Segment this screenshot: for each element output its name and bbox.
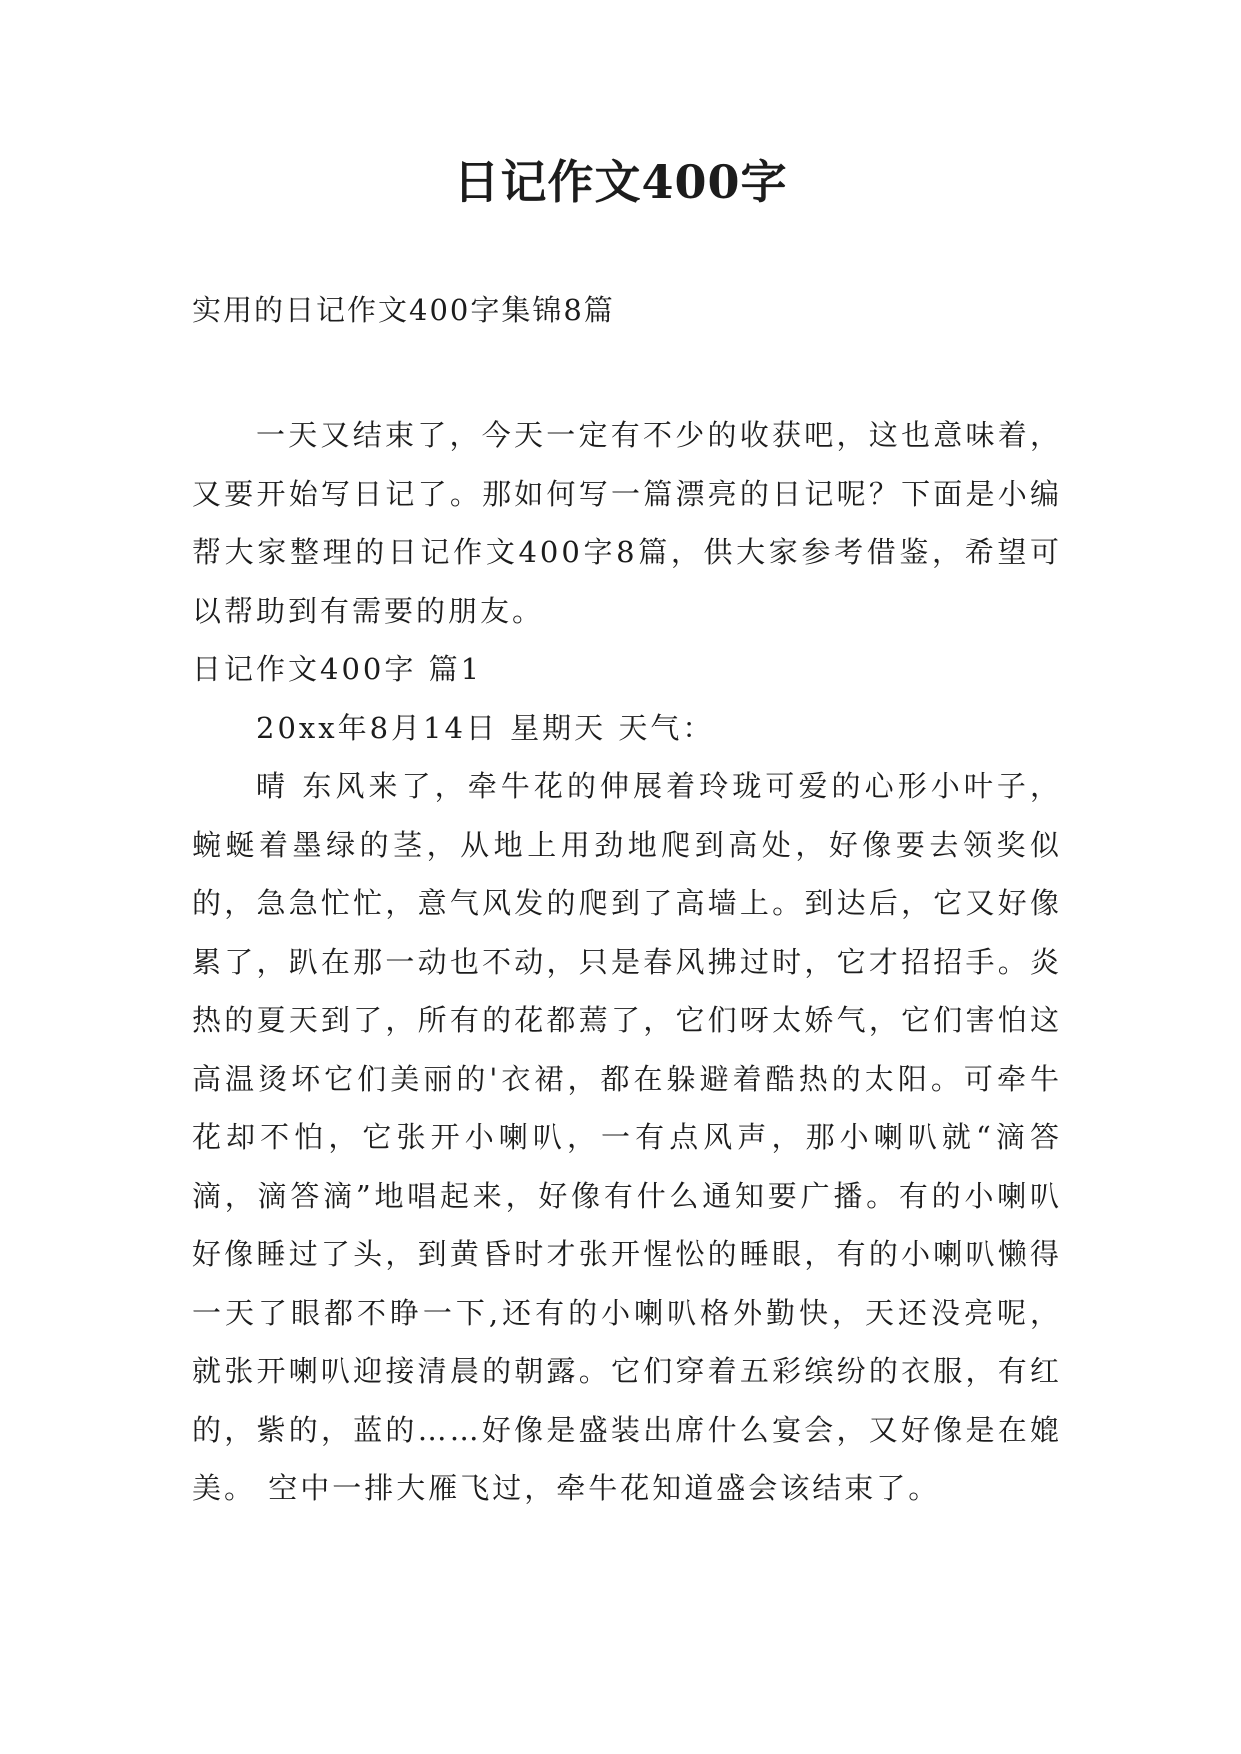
- diary-body-paragraph: 晴 东风来了，牵牛花的伸展着玲珑可爱的心形小叶子，蜿蜒着墨绿的茎，从地上用劲地爬到高处，好像要去领奖似的，急急忙忙，意气风发的爬到了高墙上。到达后，它又好像累了，趴在那一动也不动，只是春风拂过时，它才招招手。炎热的夏天到了，所有的花都蔫了，它们呀太娇气，它们害怕这高温烫坏它们美丽的'衣裙，都在躲避着酷热的太阳。可牵牛花却不怕，它张开小喇叭，一有点风声，那小喇叭就“滴答滴，滴答滴”地唱起来，好像有什么通知要广播。有的小喇叭好像睡过了头，到黄昏时才张开惺忪的睡眼，有的小喇叭懒得一天了眼都不睁一下,还有的小喇叭格外勤快，天还没亮呢，就张开喇叭迎接清晨的朝露。它们穿着五彩缤纷的衣服，有红的，紫的，蓝的……好像是盛装出席什么宴会，又好像是在媲美。 空中一排大雁飞过，牵牛花知道盛会该结束了。: [192, 769, 1062, 1505]
- section-heading: 日记作文400字 篇1: [192, 652, 483, 686]
- document-title: 日记作文400字: [453, 155, 788, 209]
- document-body: [192, 406, 1062, 1518]
- document-subtitle: 实用的日记作文400字集锦8篇: [192, 293, 615, 327]
- diary-date-line: 20xx年8月14日 星期天 天气：: [256, 710, 715, 745]
- intro-paragraph: 一天又结束了，今天一定有不少的收获吧，这也意味着，又要开始写日记了。那如何写一篇漂亮的日记呢？下面是小编帮大家整理的日记作文400字8篇，供大家参考借鉴，希望可以帮助到有需要的朋友。: [192, 418, 1062, 628]
